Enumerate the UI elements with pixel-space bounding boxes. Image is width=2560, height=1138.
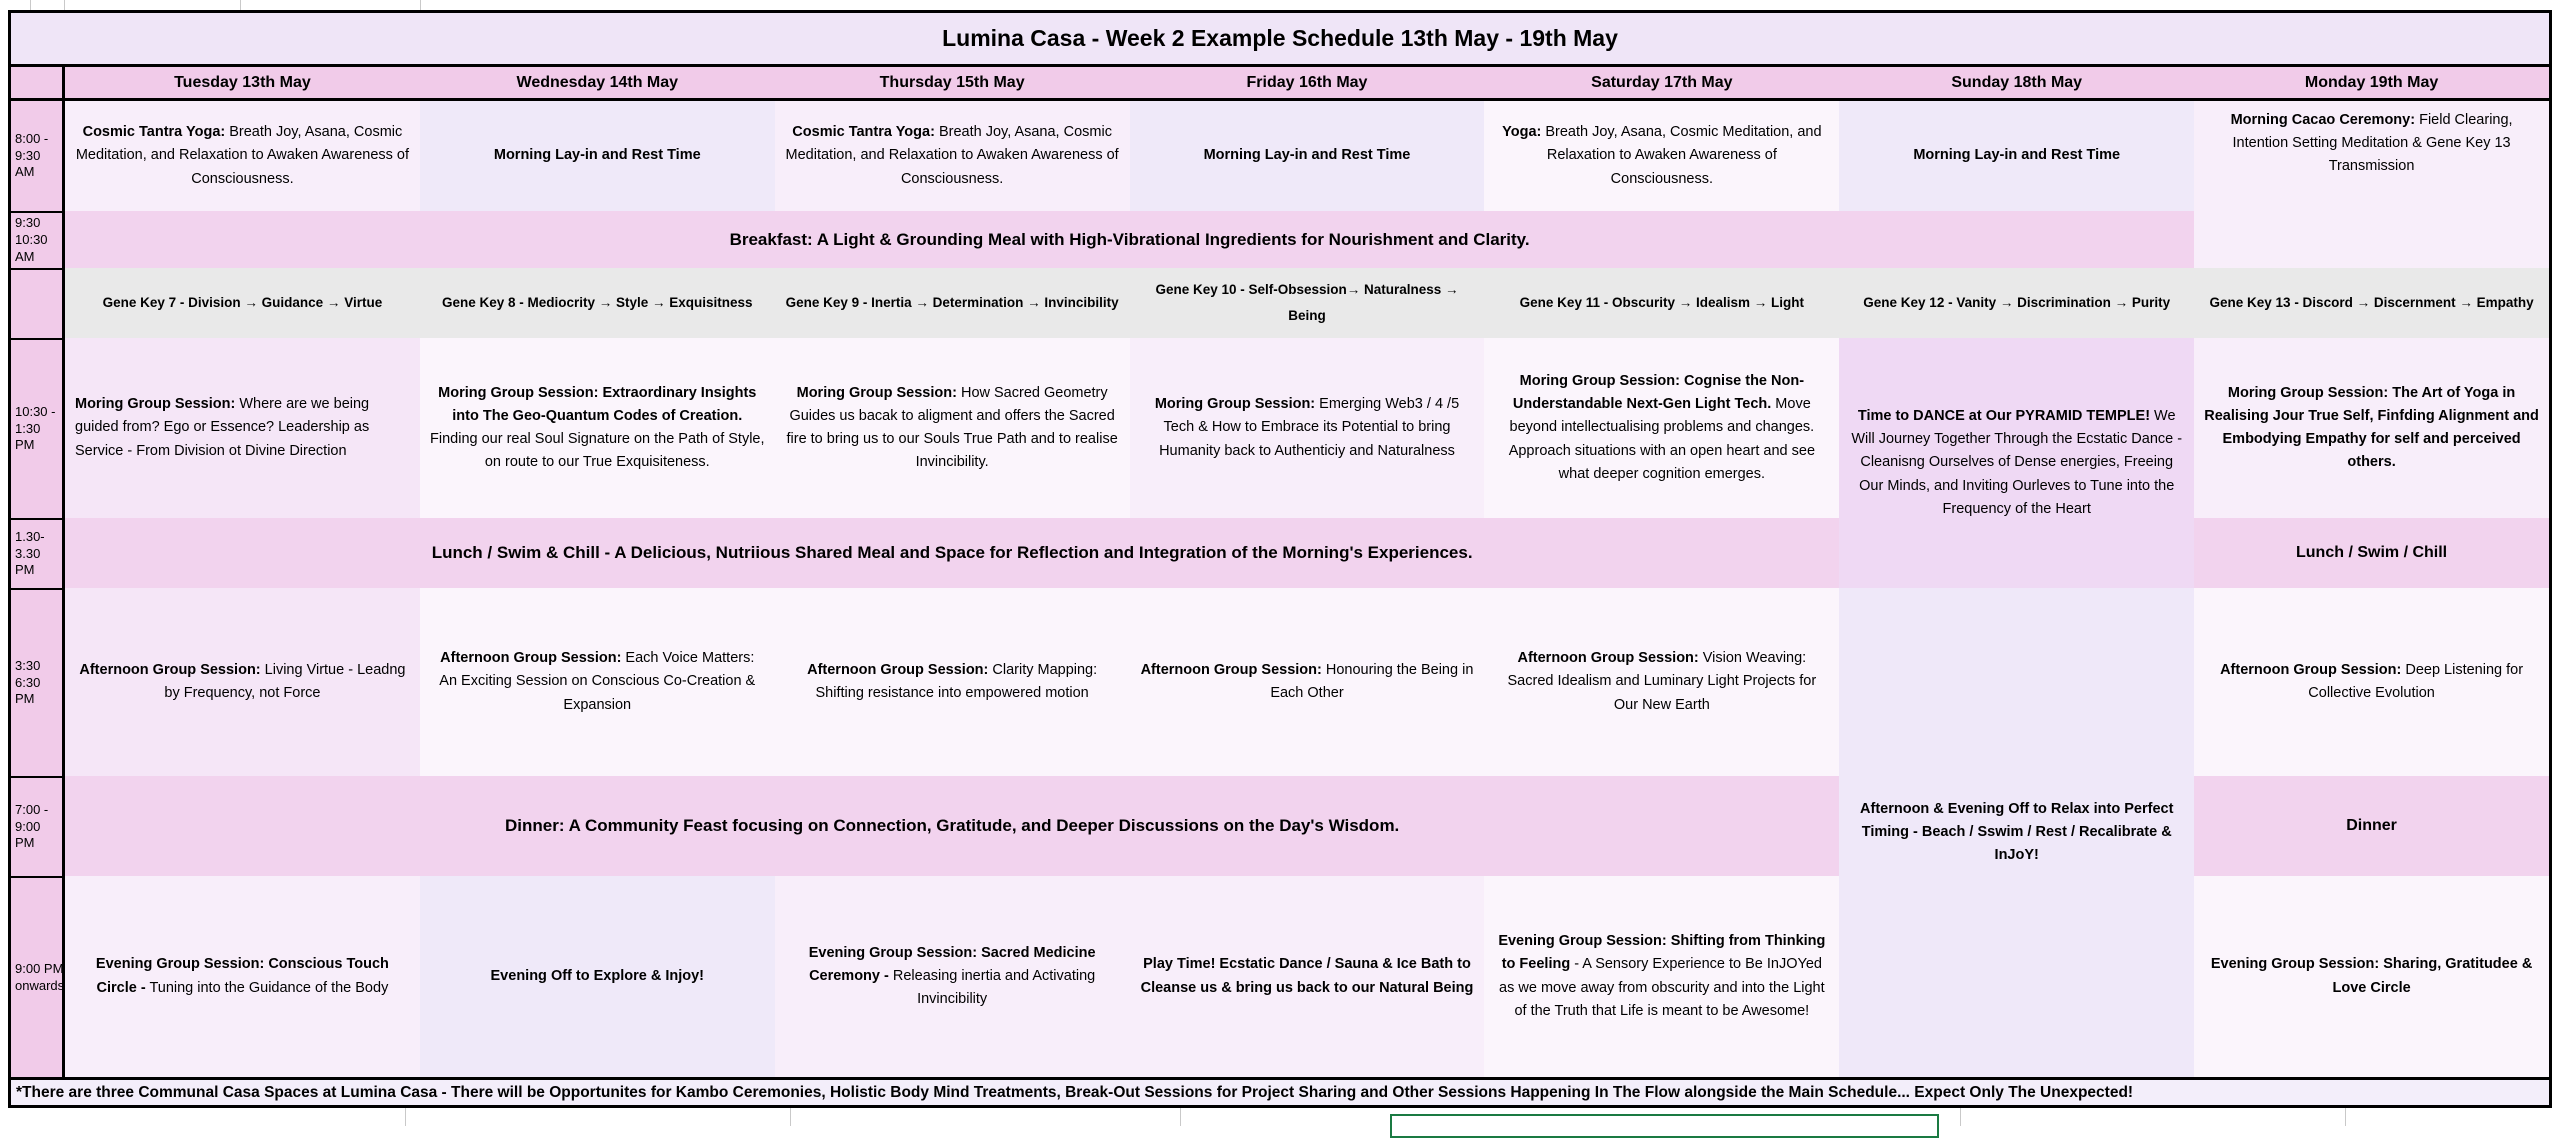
cell-thursday-morning-session[interactable]: Moring Group Session: How Sacred Geometry Guides us bacak to aligment and offers the Sacred fire to bring us to our Souls True Path and to realise Invincibility. <box>775 338 1130 518</box>
time-slot-afternoon[interactable]: 3:30 6:30 PM <box>11 588 65 776</box>
time-slot-breakfast[interactable]: 9:30 10:30 AM <box>11 211 65 268</box>
gene-key-thursday[interactable]: Gene Key 9 - Inertia → Determination → Invincibility <box>775 268 1130 338</box>
cell-wednesday-morning-session[interactable]: Moring Group Session: Extraordinary Insights into The Geo-Quantum Codes of Creation. Finding our real Soul Signature on the Path of Style, on route to our True Exquisiteness. <box>420 338 775 518</box>
day-header-tuesday[interactable]: Tuesday 13th May <box>65 67 420 101</box>
cell-sunday-morning-rest[interactable]: Morning Lay-in and Rest Time <box>1839 101 2194 211</box>
cell-thursday-afternoon-session[interactable]: Afternoon Group Session: Clarity Mapping: Shifting resistance into empowered motion <box>775 588 1130 776</box>
sheet-gridline <box>420 0 421 10</box>
time-slot-lunch[interactable]: 1.30-3.30 PM <box>11 518 65 588</box>
cell-thursday-morning-yoga[interactable]: Cosmic Tantra Yoga: Breath Joy, Asana, Cosmic Meditation, and Relaxation to Awaken Awareness of Consciousness. <box>775 101 1130 211</box>
footer-note[interactable]: *There are three Communal Casa Spaces at Lumina Casa - There will be Opportunites for Kambo Ceremonies, Holistic Body Mind Treatments, Break-Out Sessions for Project Sharing and Other Sessions Happening In The Flow alongside the Main Schedule... Expect Only The Unexpected! <box>11 1077 2549 1105</box>
gene-key-saturday[interactable]: Gene Key 11 - Obscurity → Idealism → Light <box>1484 268 1839 338</box>
sheet-gridline <box>1180 1108 1181 1126</box>
cell-saturday-morning-yoga[interactable]: Yoga: Breath Joy, Asana, Cosmic Meditation, and Relaxation to Awaken Awareness of Consciousness. <box>1484 101 1839 211</box>
time-slot-morning-session[interactable]: 10:30 - 1:30 PM <box>11 338 65 518</box>
cell-saturday-afternoon-session[interactable]: Afternoon Group Session: Vision Weaving: Sacred Idealism and Luminary Light Projects for Our New Earth <box>1484 588 1839 776</box>
cell-monday-lunch[interactable]: Lunch / Swim / Chill <box>2194 518 2549 588</box>
cell-wednesday-afternoon-session[interactable]: Afternoon Group Session: Each Voice Matters: An Exciting Session on Conscious Co-Creation & Expansion <box>420 588 775 776</box>
cell-tuesday-morning-yoga[interactable]: Cosmic Tantra Yoga: Breath Joy, Asana, Cosmic Meditation, and Relaxation to Awaken Awareness of Consciousness. <box>65 101 420 211</box>
gene-key-wednesday[interactable]: Gene Key 8 - Mediocrity → Style → Exquisitness <box>420 268 775 338</box>
sheet-gridline <box>1960 1108 1961 1126</box>
sheet-gridline <box>405 1108 406 1126</box>
cell-tuesday-morning-session[interactable]: Moring Group Session: Where are we being guided from? Ego or Essence? Leadership as Service - From Division ot Divine Direction <box>65 338 420 518</box>
sheet-gridline <box>30 0 31 10</box>
time-slot-dinner[interactable]: 7:00 - 9:00 PM <box>11 776 65 876</box>
day-header-monday[interactable]: Monday 19th May <box>2194 67 2549 101</box>
sheet-gridline <box>64 0 65 10</box>
time-slot-gene-key-spacer[interactable] <box>11 268 65 338</box>
time-slot-evening[interactable]: 9:00 PM onwards <box>11 876 65 1077</box>
cell-monday-evening-session[interactable]: Evening Group Session: Sharing, Gratitudee & Love Circle <box>2194 876 2549 1077</box>
cell-selection-border[interactable] <box>1390 1114 1939 1138</box>
day-header-sunday[interactable]: Sunday 18th May <box>1839 67 2194 101</box>
header-corner-cell[interactable] <box>11 67 65 101</box>
cell-monday-cacao-ceremony[interactable]: Morning Cacao Ceremony: Field Clearing, Intention Setting Meditation & Gene Key 13 Transmission <box>2194 101 2549 268</box>
cell-monday-morning-session[interactable]: Moring Group Session: The Art of Yoga in Realising Jour True Self, Finfding Alignment and Embodying Empathy for self and perceived others. <box>2194 338 2549 518</box>
cell-wednesday-evening-off[interactable]: Evening Off to Explore & Injoy! <box>420 876 775 1077</box>
cell-friday-morning-rest[interactable]: Morning Lay-in and Rest Time <box>1130 101 1485 211</box>
cell-thursday-evening-session[interactable]: Evening Group Session: Sacred Medicine Ceremony - Releasing inertia and Activating Invincibility <box>775 876 1130 1077</box>
cell-saturday-morning-session[interactable]: Moring Group Session: Cognise the Non-Understandable Next-Gen Light Tech. Move beyond intellectualising problems and changes. Approach situations with an open heart and see what deeper cognition emerges. <box>1484 338 1839 518</box>
cell-tuesday-afternoon-session[interactable]: Afternoon Group Session: Living Virtue - Leadng by Frequency, not Force <box>65 588 420 776</box>
day-header-saturday[interactable]: Saturday 17th May <box>1484 67 1839 101</box>
time-slot-morning-yoga[interactable]: 8:00 - 9:30 AM <box>11 101 65 211</box>
cell-tuesday-evening-session[interactable]: Evening Group Session: Conscious Touch Circle - Tuning into the Guidance of the Body <box>65 876 420 1077</box>
cell-monday-afternoon-session[interactable]: Afternoon Group Session: Deep Listening for Collective Evolution <box>2194 588 2549 776</box>
gene-key-tuesday[interactable]: Gene Key 7 - Division → Guidance → Virtue <box>65 268 420 338</box>
sheet-gridline <box>2345 1108 2346 1126</box>
cell-wednesday-morning-rest[interactable]: Morning Lay-in and Rest Time <box>420 101 775 211</box>
cell-friday-evening-playtime[interactable]: Play Time! Ecstatic Dance / Sauna & Ice Bath to Cleanse us & bring us back to our Natural Being <box>1130 876 1485 1077</box>
cell-monday-dinner[interactable]: Dinner <box>2194 776 2549 876</box>
gene-key-monday[interactable]: Gene Key 13 - Discord → Discernment → Empathy <box>2194 268 2549 338</box>
dinner-band[interactable]: Dinner: A Community Feast focusing on Connection, Gratitude, and Deeper Discussions on the Day's Wisdom. <box>65 776 1839 876</box>
schedule-table <box>8 10 2552 1108</box>
cell-friday-morning-session[interactable]: Moring Group Session: Emerging Web3 / 4 /5 Tech & How to Embrace its Potential to bring Humanity back to Authenticiy and Naturalness <box>1130 338 1485 518</box>
schedule-title[interactable]: Lumina Casa - Week 2 Example Schedule 13th May - 19th May <box>11 13 2549 67</box>
gene-key-sunday[interactable]: Gene Key 12 - Vanity → Discrimination → Purity <box>1839 268 2194 338</box>
sheet-gridline <box>240 0 241 10</box>
lunch-band[interactable]: Lunch / Swim & Chill - A Delicious, Nutriious Shared Meal and Space for Reflection and Integration of the Morning's Experiences. <box>65 518 1839 588</box>
gene-key-friday[interactable]: Gene Key 10 - Self-Obsession→ Naturalness → Being <box>1130 268 1485 338</box>
day-header-wednesday[interactable]: Wednesday 14th May <box>420 67 775 101</box>
day-header-friday[interactable]: Friday 16th May <box>1130 67 1485 101</box>
sheet-gridline <box>790 1108 791 1126</box>
cell-saturday-evening-session[interactable]: Evening Group Session: Shifting from Thinking to Feeling - A Sensory Experience to Be InJOYed as we move away from obscurity and into the Light of the Truth that Life is meant to be Awesome! <box>1484 876 1839 1077</box>
breakfast-band[interactable]: Breakfast: A Light & Grounding Meal with High-Vibrational Ingredients for Nourishment and Clarity. <box>65 211 2194 268</box>
cell-friday-afternoon-session[interactable]: Afternoon Group Session: Honouring the Being in Each Other <box>1130 588 1485 776</box>
cell-sunday-pyramid-dance[interactable]: Time to DANCE at Our PYRAMID TEMPLE! We Will Journey Together Through the Ecstatic Dance - Cleanisng Ourselves of Dense energies, Freeing Our Minds, and Inviting Ourleves to Tune into the Frequency of the Heart <box>1839 338 2194 588</box>
cell-sunday-afternoon-evening-off[interactable]: Afternoon & Evening Off to Relax into Perfect Timing - Beach / Sswim / Rest / Recalibrate & InJoY! <box>1839 588 2194 1077</box>
day-header-thursday[interactable]: Thursday 15th May <box>775 67 1130 101</box>
